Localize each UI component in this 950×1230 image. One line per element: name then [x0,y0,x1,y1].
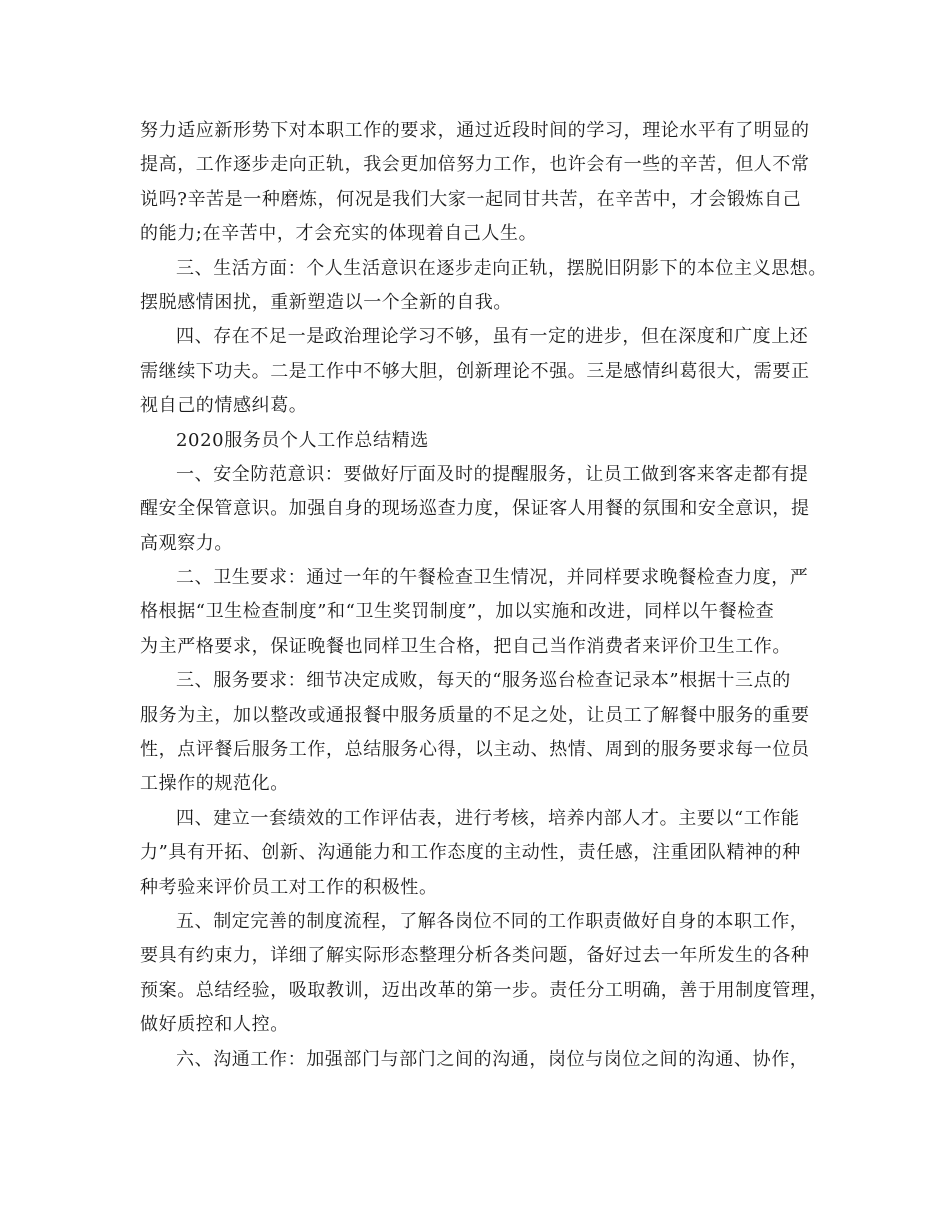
text-line: 工操作的规范化。 [140,773,289,795]
text-line: 需继续下功夫。二是工作中不够大胆，创新理论不强。三是感情纠葛很大，需要正 [140,360,810,382]
text-line: 的能力;在辛苦中，才会充实的体现着自己人生。 [140,223,538,245]
text-line: 视自己的情感纠葛。 [140,395,308,417]
paragraph-start: 六、沟通工作：加强部门与部门之间的沟通，岗位与岗位之间的沟通、协作， [176,1048,809,1070]
text-line: 努力适应新形势下对本职工作的要求，通过近段时间的学习，理论水平有了明显的 [140,120,810,141]
paragraph-start: 五、制定完善的制度流程，了解各岗位不同的工作职责做好自身的本职工作， [176,910,809,932]
section-heading: 2020服务员个人工作总结精选 [176,429,429,451]
text-line: 要具有约束力，详细了解实际形态整理分析各类问题，备好过去一年所发生的各种 [140,945,810,967]
text-line: 摆脱感情困扰，重新塑造以一个全新的自我。 [140,291,512,313]
paragraph-start: 二、卫生要求：通过一年的午餐检查卫生情况，并同样要求晚餐检查力度，严 [176,567,809,589]
paragraph-start: 四、存在不足一是政治理论学习不够，虽有一定的进步，但在深度和广度上还 [176,326,809,348]
text-line: 醒安全保管意识。加强自身的现场巡查力度，保证客人用餐的氛围和安全意识，提 [140,498,810,520]
text-line: 为主严格要求，保证晚餐也同样卫生合格，把自己当作消费者来评价卫生工作。 [140,635,791,657]
text-line: 高观察力。 [140,532,233,554]
text-line: 说吗?辛苦是一种磨炼，何况是我们大家一起同甘共苦，在辛苦中，才会锻炼自己 [140,188,802,210]
paragraph-start: 一、安全防范意识：要做好厅面及时的提醒服务，让员工做到客来客走都有提 [176,463,809,485]
text-line: 格根据“卫生检查制度”和“卫生奖罚制度”，加以实施和改进，同样以午餐检查 [140,601,775,623]
text-line: 提高，工作逐步走向正轨，我会更加倍努力工作，也许会有一些的辛苦，但人不常 [140,154,810,176]
paragraph-start: 三、生活方面：个人生活意识在逐步走向正轨，摆脱旧阴影下的本位主义思想。 [176,257,827,279]
text-line: 服务为主，加以整改或通报餐中服务质量的不足之处，让员工了解餐中服务的重要 [140,704,810,726]
text-line: 性，点评餐后服务工作，总结服务心得，以主动、热情、周到的服务要求每一位员 [140,739,810,761]
document-body [140,114,829,1077]
text-line: 做好质控和人控。 [140,1014,289,1036]
paragraph-start: 三、服务要求：细节决定成败，每天的“服务巡台检查记录本”根据十三点的 [176,670,791,692]
text-line: 种考验来评价员工对工作的积极性。 [140,876,438,898]
text-line: 预案。总结经验，吸取教训，迈出改革的第一步。责任分工明确，善于用制度管理， [140,979,829,1001]
paragraph-start: 四、建立一套绩效的工作评估表，进行考核，培养内部人才。主要以“工作能 [176,807,800,829]
text-line: 力”具有开拓、创新、沟通能力和工作态度的主动性，责任感，注重团队精神的种 [140,842,801,864]
